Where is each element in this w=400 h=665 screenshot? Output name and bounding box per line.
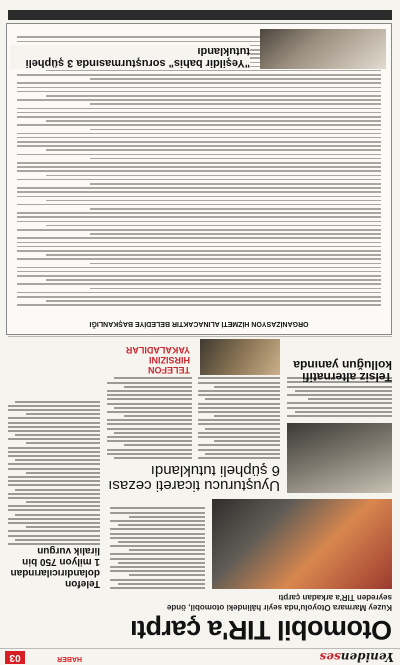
middle-story-body-a — [198, 375, 280, 459]
kicker-photo — [200, 339, 280, 375]
middle-story-photo — [287, 423, 392, 493]
official-notice — [6, 23, 392, 335]
main-story-body — [110, 505, 205, 589]
right-story-kicker: TELEFON HIRSIZINI YAKALADILAR — [125, 345, 190, 375]
bottom-story-photo — [260, 29, 386, 69]
notice-title: ORGANİZASYON HİZMETİ ALINACAKTIR BELEDİYE BAŞKANLIĞI — [89, 320, 309, 327]
left-story-kicker: Telefon dolandırıcılarından 1 milyon 750 bin liralık vurgun — [10, 545, 100, 589]
divider — [8, 336, 392, 337]
crash-photo — [212, 499, 392, 589]
bottom-story-headline: "Yeşildir bahis" soruşturmasında 3 şüpheli tutuklandı — [10, 45, 250, 69]
left-story-body — [8, 398, 100, 545]
main-subheadline: Kuzey Marmara Otoyolu'nda seyir hâlindeki otomobil, önde seyreden TIR'a arkadan çarptı — [166, 593, 392, 612]
page-number: 03 — [5, 651, 25, 664]
masthead-bar — [0, 648, 400, 665]
right-story-headline: Telsiz alternatifi kolluğun yanında — [293, 358, 392, 384]
section-label: HABER — [57, 655, 82, 662]
newspaper-logo: Yenidenses — [319, 650, 394, 664]
main-headline: Otomobil TIR'a çarptı — [130, 615, 392, 645]
middle-story-body-b — [107, 375, 192, 459]
notice-body — [17, 34, 381, 306]
middle-story-headline: Uyuşturucu ticareti cezası 6 şüpheli tutuklandı — [108, 462, 280, 494]
page-footer — [8, 10, 392, 20]
